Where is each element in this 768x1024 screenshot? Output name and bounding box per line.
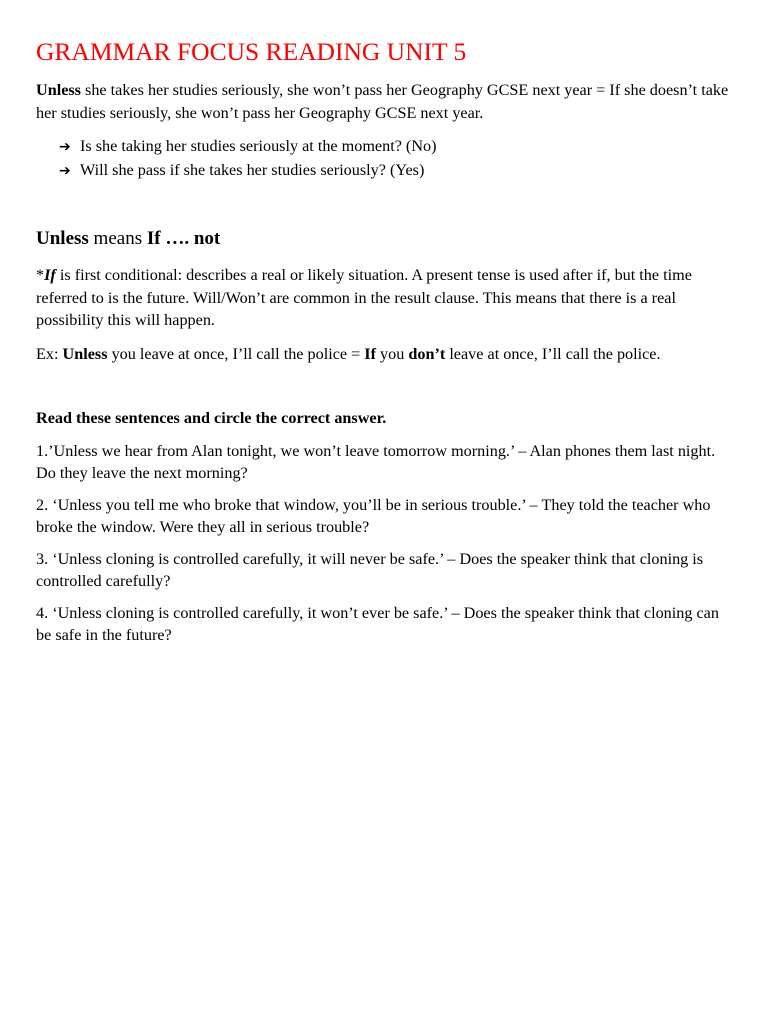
example-if-word: If xyxy=(364,344,376,363)
heading-unless-word: Unless xyxy=(36,228,89,249)
question-item: 2. ‘Unless you tell me who broke that window, you’ll be in serious trouble.’ – They told the teacher who broke the window. Were they all in serious trouble? xyxy=(36,495,711,536)
conditional-if-word: If xyxy=(44,266,56,284)
page-title: GRAMMAR FOCUS READING UNIT 5 xyxy=(36,37,467,66)
arrow-item-text: Is she taking her studies seriously at the moment? (No) xyxy=(80,137,437,155)
question-item: 4. ‘Unless cloning is controlled carefully, it won’t ever be safe.’ – Does the speaker think that cloning can be safe in the future? xyxy=(36,603,719,644)
document-page xyxy=(36,38,736,647)
intro-text: she takes her studies seriously, she won’t pass her Geography GCSE next year = If she doesn’t take her studies seriously, she won’t pass her Geography GCSE next year. xyxy=(36,81,729,122)
question-item: 3. ‘Unless cloning is controlled carefully, it will never be safe.’ – Does the speaker think that cloning is controlled carefully? xyxy=(36,549,704,590)
example-sentence xyxy=(36,343,736,366)
conditional-text: is first conditional: describes a real or likely situation. A present tense is used after if, but the time referred to is the future. Will/Won’t are common in the result clause. This means that there is a real possibility this will happen. xyxy=(36,266,692,329)
arrow-list-item xyxy=(59,135,736,159)
right-arrow-icon: ➔ xyxy=(59,139,71,155)
example-you-word: you xyxy=(376,344,409,363)
intro-unless-word: Unless xyxy=(36,81,81,99)
question-item: 1.’Unless we hear from Alan tonight, we won’t leave tomorrow morning.’ – Alan phones them last night. Do they leave the next morning? xyxy=(36,441,716,482)
arrow-list-item xyxy=(59,159,736,183)
arrow-list xyxy=(59,135,736,182)
conditional-explanation xyxy=(36,264,736,332)
section-heading xyxy=(36,227,736,251)
arrow-item-text: Will she pass if she takes her studies seriously? (Yes) xyxy=(80,160,425,179)
example-unless-word: Unless xyxy=(62,344,108,363)
example-dont-word: don’t xyxy=(408,344,446,363)
heading-means-word: means xyxy=(88,228,147,249)
intro-paragraph xyxy=(36,79,736,124)
example-mid-text: you leave at once, I’ll call the police = xyxy=(107,344,365,363)
asterisk: * xyxy=(36,266,45,284)
example-prefix: Ex: xyxy=(36,344,63,363)
example-end-text: leave at once, I’ll call the police. xyxy=(445,344,661,363)
heading-if-not: If …. not xyxy=(146,228,221,249)
task-instruction: Read these sentences and circle the correct answer. xyxy=(36,409,387,427)
right-arrow-icon: ➔ xyxy=(59,162,71,179)
